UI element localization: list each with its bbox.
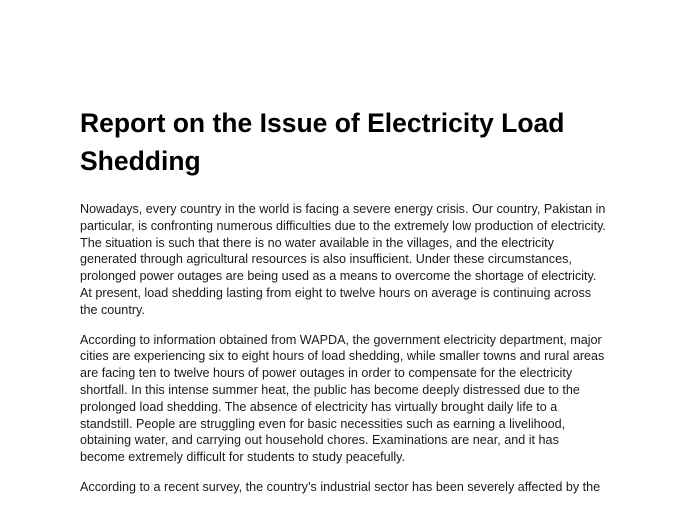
paragraph-1: Nowadays, every country in the world is facing a severe energy crisis. Our country, Pakistan in particular, is confronting numerous difficulties due to the extremely low production of electricity. The situation is such that there is no water available in the villages, and the electricity generated through agricultural resources is also insufficient. Under these circumstances, prolonged power outages are being used as a means to overcome the shortage of electricity. At present, load shedding lasting from eight to twelve hours on average is continuing across the country. xyxy=(80,202,606,317)
paragraph-2: According to information obtained from WAPDA, the government electricity department, major cities are experiencing six to eight hours of load shedding, while smaller towns and rural areas are facing ten to twelve hours of power outages in order to compensate for the electricity shortfall. In this intense summer heat, the public has become deeply distressed due to the prolonged load shedding. The absence of electricity has virtually brought daily life to a standstill. People are struggling even for basic necessities such as earning a livelihood, obtaining water, and carrying out household chores. Examinations are near, and it has become extremely difficult for students to study peacefully. xyxy=(80,332,605,465)
document-title: Report on the Issue of Electricity Load Shedding xyxy=(80,108,565,176)
document-body xyxy=(80,104,606,509)
paragraph-3: According to a recent survey, the country’s industrial sector has been severely affected by the xyxy=(80,479,601,494)
